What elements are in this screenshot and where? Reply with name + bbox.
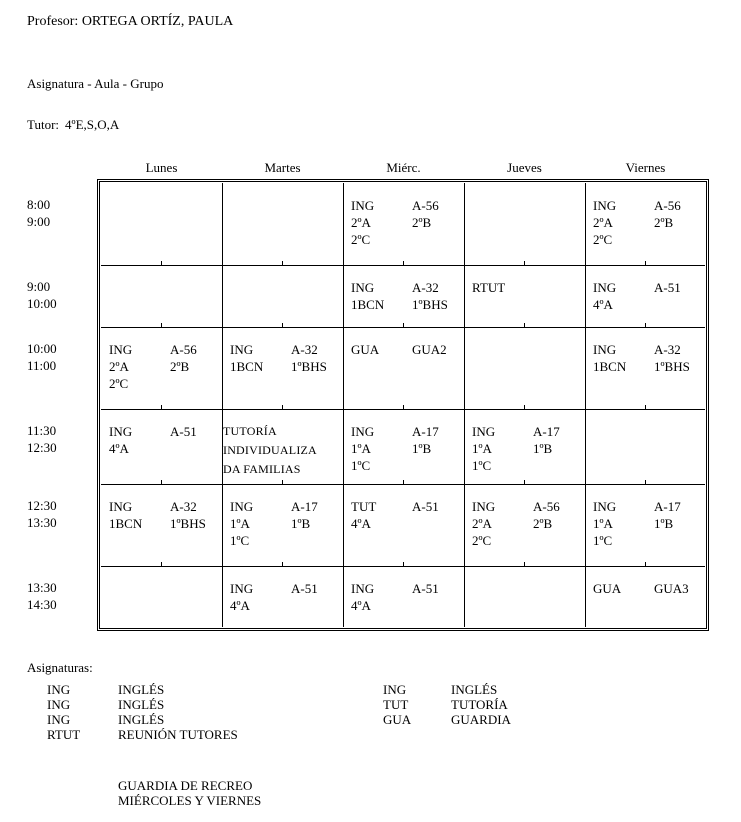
cell-subject: ING [351, 424, 375, 439]
cell-group: 1ºBHS [412, 297, 448, 312]
cell-subject: ING [593, 342, 617, 357]
cell-block-line: TUTORÍA [223, 424, 277, 438]
schedule-cell [101, 183, 222, 265]
cell-group: 4ºA [351, 516, 371, 531]
cell-room: A-17 [654, 499, 681, 514]
schedule-cell [585, 265, 705, 327]
cell-subject: ING [351, 581, 375, 596]
cell-subject: ING [593, 499, 617, 514]
legend-name: INGLÉS [118, 682, 165, 697]
cell-group: 2ºA [593, 215, 613, 230]
schedule-cell [585, 566, 705, 627]
cell-group: 2ºA [351, 215, 371, 230]
cell-group: 1BCN [593, 359, 627, 374]
time-start: 13:30 [27, 580, 57, 595]
cell-group: 2ºC [109, 376, 129, 391]
schedule-cell [585, 484, 705, 566]
legend-left-list [47, 682, 307, 742]
schedule-cell [464, 484, 585, 566]
cell-room: A-32 [170, 499, 197, 514]
schedule-cell [343, 566, 464, 627]
cell-room: A-56 [170, 342, 197, 357]
cell-group: 2ºC [351, 232, 371, 247]
time-end: 10:00 [27, 296, 57, 311]
timetable-grid [101, 183, 705, 627]
cell-group: 1ºA [230, 516, 250, 531]
cell-room: A-17 [533, 424, 560, 439]
legend-code: ING [47, 682, 71, 697]
cell-block-line: INDIVIDUALIZA [223, 443, 317, 457]
legend-code: GUA [383, 712, 412, 727]
cell-group: 1ºC [472, 458, 492, 473]
schedule-cell [101, 409, 222, 484]
legend-name: GUARDIA [451, 712, 511, 727]
cell-subject: ING [351, 280, 375, 295]
cell-group: 2ºB [170, 359, 190, 374]
schedule-cell [222, 327, 343, 409]
schedule-cell [343, 327, 464, 409]
legend-code: TUT [383, 697, 409, 712]
cell-room: A-17 [412, 424, 439, 439]
cell-group: 2ºA [472, 516, 492, 531]
schedule-cell [343, 183, 464, 265]
cell-room: GUA3 [654, 581, 689, 596]
cell-group: 1ºC [593, 533, 613, 548]
cell-group: 1ºB [533, 441, 553, 456]
time-start: 11:30 [27, 423, 57, 438]
schedule-cell [464, 409, 585, 484]
cell-group: 1ºBHS [654, 359, 690, 374]
schedule-cell [585, 409, 705, 484]
schedule-cell [464, 566, 585, 627]
legend-name: TUTORÍA [451, 697, 508, 712]
legend-row [47, 697, 307, 712]
cell-room: A-51 [654, 280, 681, 295]
time-end: 13:30 [27, 515, 57, 530]
cell-subject: ING [472, 499, 496, 514]
legend-row [383, 697, 583, 712]
time-end: 14:30 [27, 597, 57, 612]
cell-group: 1ºC [351, 458, 371, 473]
cell-group: 2ºA [109, 359, 129, 374]
cell-subject: ING [593, 198, 617, 213]
legend-row [47, 727, 307, 742]
day-header-miercoles: Miérc. [386, 160, 421, 175]
legend-note-line-2: MIÉRCOLES Y VIERNES [118, 793, 262, 808]
cell-group: 1ºC [230, 533, 250, 548]
cell-room: A-56 [412, 198, 439, 213]
professor-name: Profesor: ORTEGA ORTÍZ, PAULA [27, 14, 234, 29]
schedule-cell [343, 409, 464, 484]
cell-group: 2ºC [472, 533, 492, 548]
schedule-cell [101, 265, 222, 327]
schedule-cell [101, 327, 222, 409]
cell-room: A-51 [291, 581, 318, 596]
day-header-lunes: Lunes [145, 160, 178, 175]
cell-group: 4ºA [593, 297, 613, 312]
cell-room: A-32 [291, 342, 318, 357]
schedule-cell [222, 265, 343, 327]
legend-code: ING [47, 697, 71, 712]
cell-group: 4ºA [109, 441, 129, 456]
cell-room: A-17 [291, 499, 318, 514]
cell-room: A-32 [654, 342, 681, 357]
schedule-cell [101, 484, 222, 566]
time-start: 12:30 [27, 498, 57, 513]
cell-group: 4ºA [230, 598, 250, 613]
cell-subject: GUA [351, 342, 380, 357]
legend-row [383, 712, 583, 727]
cell-group: 1BCN [351, 297, 385, 312]
cell-group: 2ºB [654, 215, 674, 230]
cell-subject: TUT [351, 499, 377, 514]
cell-room: A-32 [412, 280, 439, 295]
cell-group: 2ºB [533, 516, 553, 531]
cell-subject: ING [230, 499, 254, 514]
cell-group: 4ºA [351, 598, 371, 613]
cell-room: A-51 [412, 581, 439, 596]
cell-room: GUA2 [412, 342, 447, 357]
cell-subject: ING [109, 424, 133, 439]
cell-group: 1ºA [351, 441, 371, 456]
time-end: 12:30 [27, 440, 57, 455]
cell-subject: GUA [593, 581, 622, 596]
tutor-value: 4ºE,S,O,A [65, 117, 120, 132]
schedule-cell [222, 566, 343, 627]
cell-room: A-51 [412, 499, 439, 514]
cell-subject: ING [472, 424, 496, 439]
day-header-viernes: Viernes [625, 160, 666, 175]
schedule-cell [222, 183, 343, 265]
legend-name: REUNIÓN TUTORES [118, 727, 238, 742]
time-start: 9:00 [27, 279, 51, 294]
legend-name: INGLÉS [118, 712, 165, 727]
legend-name: INGLÉS [451, 682, 498, 697]
time-end: 9:00 [27, 214, 51, 229]
cell-group: 1ºB [291, 516, 311, 531]
cell-subject: RTUT [472, 280, 506, 295]
schedule-cell [464, 265, 585, 327]
cell-subject: ING [351, 198, 375, 213]
schedule-cell [222, 409, 343, 484]
legend-code: RTUT [47, 727, 81, 742]
cell-subject: ING [230, 581, 254, 596]
cell-room: A-56 [533, 499, 560, 514]
schedule-cell [464, 183, 585, 265]
time-start: 8:00 [27, 197, 51, 212]
legend-row [47, 682, 307, 697]
cell-group: 2ºC [593, 232, 613, 247]
schedule-cell [585, 183, 705, 265]
cell-group: 1ºBHS [291, 359, 327, 374]
tutor-label: Tutor: [27, 117, 60, 132]
schedule-cell [101, 566, 222, 627]
legend-note-line-1: GUARDIA DE RECREO [118, 778, 253, 793]
time-start: 10:00 [27, 341, 57, 356]
legend-right-list [383, 682, 583, 727]
schedule-cell [585, 327, 705, 409]
time-end: 11:00 [27, 358, 57, 373]
cell-group: 1ºA [593, 516, 613, 531]
schedule-cell [343, 484, 464, 566]
cell-subject: ING [230, 342, 254, 357]
cell-group: 1ºBHS [170, 516, 206, 531]
cell-room: A-51 [170, 424, 197, 439]
legend-code: ING [47, 712, 71, 727]
legend-row [47, 712, 307, 727]
legend-title: Asignaturas: [27, 660, 93, 675]
day-header-jueves: Jueves [507, 160, 542, 175]
cell-subject: ING [109, 342, 133, 357]
schedule-cell [343, 265, 464, 327]
schedule-cell [464, 327, 585, 409]
legend-code: ING [383, 682, 407, 697]
cell-group: 1ºB [412, 441, 432, 456]
cell-group: 1ºB [654, 516, 674, 531]
cell-subject: ING [593, 280, 617, 295]
subject-room-group-caption: Asignatura - Aula - Grupo [27, 76, 164, 91]
cell-group: 2ºB [412, 215, 432, 230]
tutor-line [27, 117, 119, 133]
cell-room: A-56 [654, 198, 681, 213]
cell-group: 1ºA [472, 441, 492, 456]
legend-name: INGLÉS [118, 697, 165, 712]
cell-group: 1BCN [230, 359, 264, 374]
legend-row [383, 682, 583, 697]
cell-group: 1BCN [109, 516, 143, 531]
schedule-cell [222, 484, 343, 566]
day-header-martes: Martes [264, 160, 301, 175]
cell-block-line: DA FAMILIAS [223, 462, 301, 476]
cell-subject: ING [109, 499, 133, 514]
